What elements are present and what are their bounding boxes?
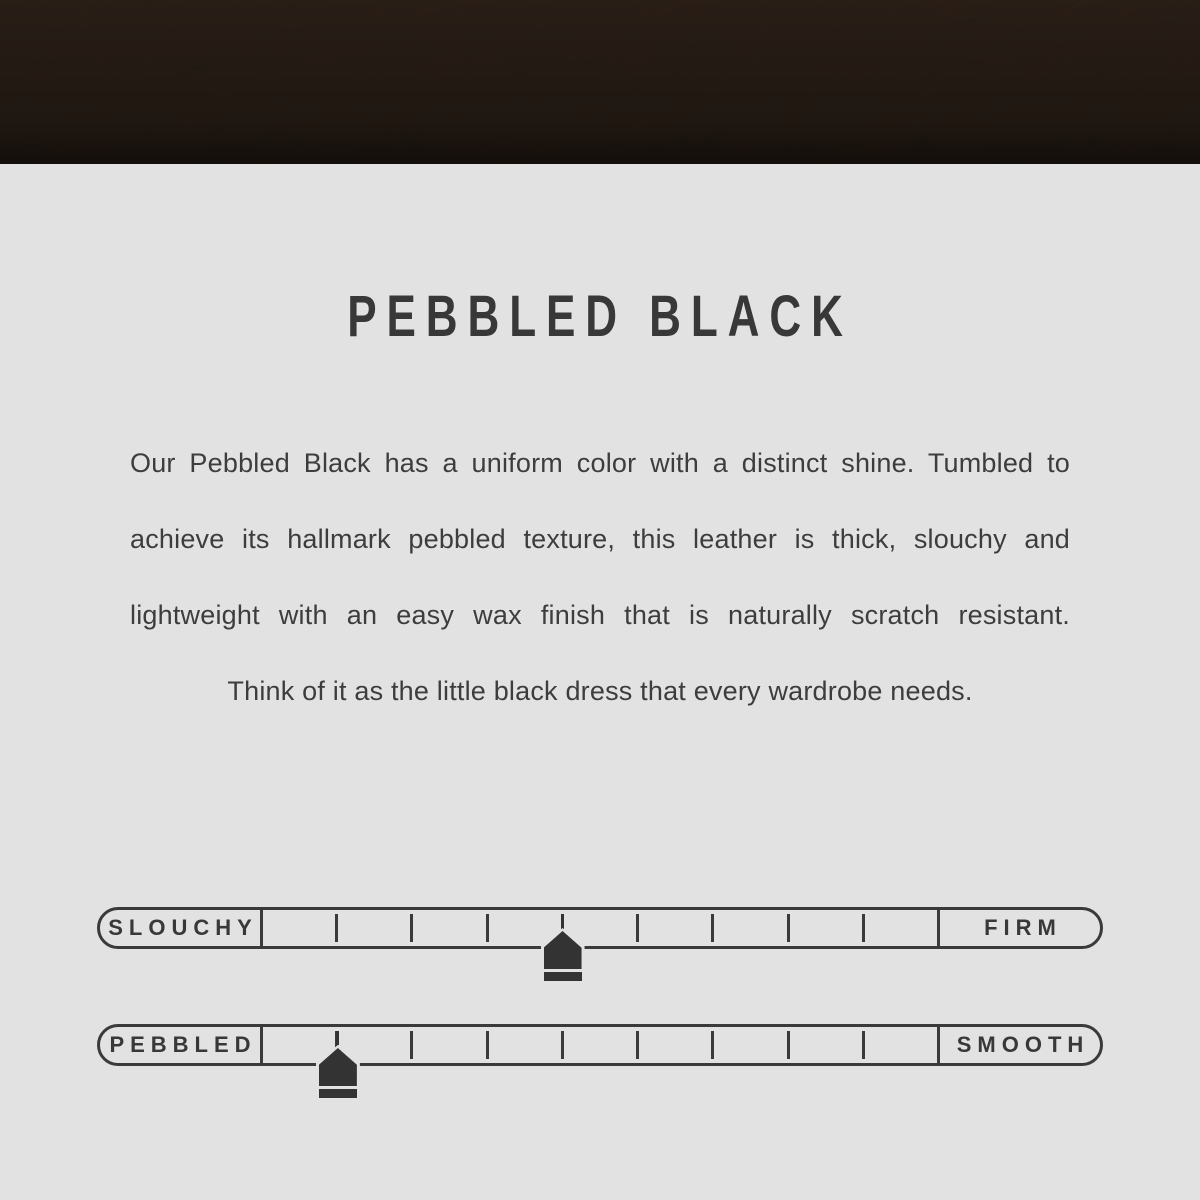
scale-right-cap [937, 910, 1100, 946]
scale-right-label: FIRM [984, 915, 1062, 940]
tick-mark [711, 914, 714, 942]
marker-stem [561, 914, 564, 928]
marker-base-bar [544, 972, 582, 981]
tick-mark [561, 1031, 564, 1059]
scale-right-cap [937, 1027, 1100, 1063]
marker-base-bar [319, 1089, 357, 1098]
tick-mark [862, 1031, 865, 1059]
tick-mark [335, 914, 338, 942]
tick-mark [486, 1031, 489, 1059]
marker-stem [336, 1031, 339, 1045]
tick-mark [787, 1031, 790, 1059]
marker-pointer-icon [316, 1045, 360, 1086]
tick-mark [636, 914, 639, 942]
scale-marker [316, 1031, 360, 1098]
scale-left-label: SLOUCHY [108, 915, 258, 940]
scale-pebbled-smooth [97, 1024, 1103, 1066]
scale-left-label: PEBBLED [109, 1032, 257, 1057]
description-line-2: achieve its hallmark pebbled texture, this leather is thick, slouchy and [130, 524, 1070, 554]
product-description [130, 425, 1070, 729]
tick-mark [486, 914, 489, 942]
marker-pointer-icon [541, 928, 585, 969]
tick-mark [787, 914, 790, 942]
scale-marker [541, 914, 585, 981]
leather-texture-photo [0, 0, 1200, 164]
leather-attribute-scales [0, 907, 1200, 1066]
tick-mark [711, 1031, 714, 1059]
description-line-4: Think of it as the little black dress that every wardrobe needs. [227, 676, 973, 706]
scale-tick-area [263, 1027, 937, 1063]
leather-texture-graphic [0, 0, 1200, 164]
tick-mark [862, 914, 865, 942]
description-line-1: Our Pebbled Black has a uniform color with a distinct shine. Tumbled to [130, 448, 1070, 478]
scale-slouchy-firm [97, 907, 1103, 949]
tick-mark [636, 1031, 639, 1059]
tick-mark [410, 914, 413, 942]
scale-tick-area [263, 910, 937, 946]
scale-left-cap [100, 910, 263, 946]
description-line-3: lightweight with an easy wax finish that is naturally scratch resistant. [130, 600, 1070, 630]
tick-mark [410, 1031, 413, 1059]
scale-right-label: SMOOTH [956, 1032, 1090, 1057]
page-title: PEBBLED BLACK [347, 284, 853, 349]
scale-left-cap [100, 1027, 263, 1063]
